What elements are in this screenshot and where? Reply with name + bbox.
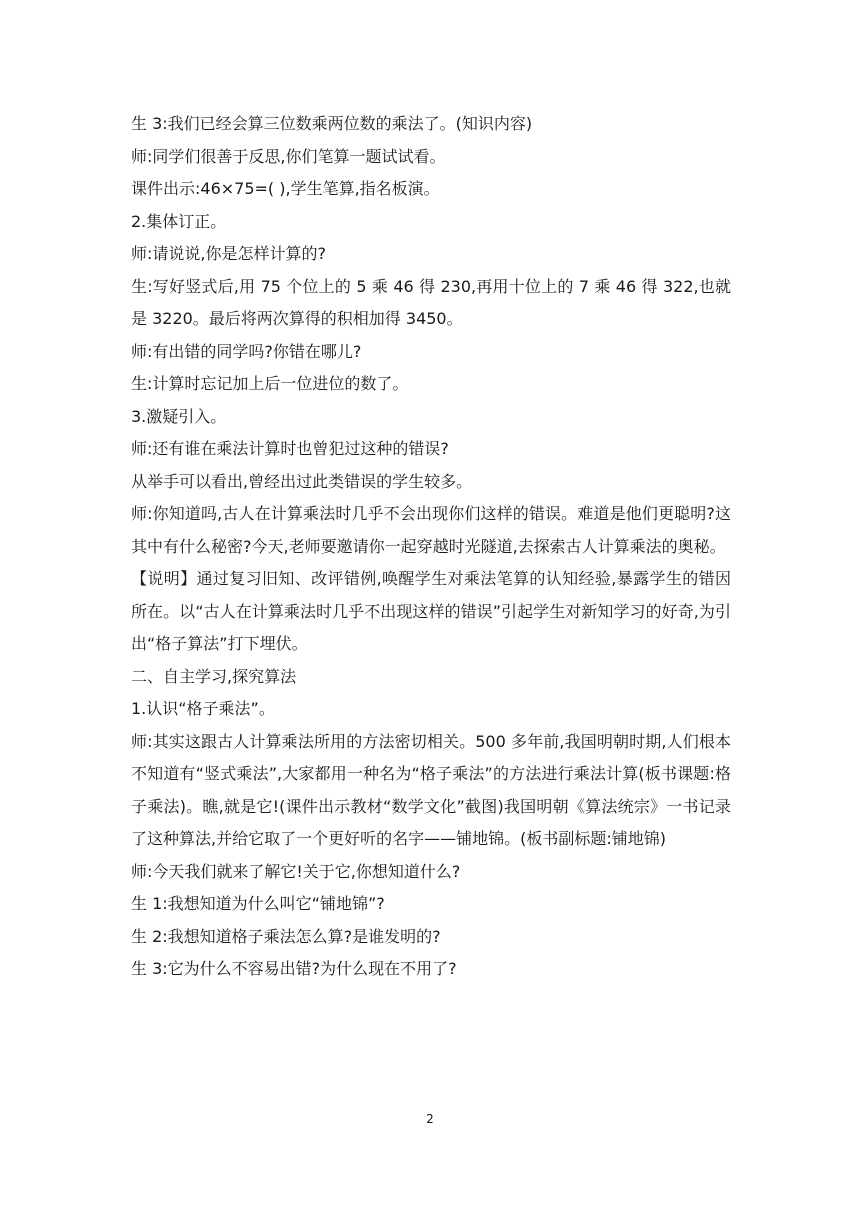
paragraph-13: 【说明】通过复习旧知、改评错例,唤醒学生对乘法笔算的认知经验,暴露学生的错因所在。以“古人在计算乘法时几乎不出现这样的错误”引起学生对新知学习的好奇,为引出“格子算法”打下埋伏。: [131, 569, 731, 653]
paragraph-17: 师:今天我们就来了解它!关于它,你想知道什么?: [131, 861, 461, 881]
paragraph-18: 生 1:我想知道为什么叫它“铺地锦”?: [131, 894, 385, 913]
paragraph-20: 生 3:它为什么不容易出错?为什么现在不用了?: [131, 959, 457, 978]
paragraph-11: 从举手可以看出,曾经出过此类错误的学生较多。: [131, 471, 473, 491]
paragraph-3: 课件出示:46×75=( ),学生笔算,指名板演。: [131, 179, 440, 198]
page-body: [131, 108, 731, 986]
paragraph-2: 师:同学们很善于反思,你们笔算一题试试看。: [131, 146, 446, 166]
paragraph-12: 师:你知道吗,古人在计算乘法时几乎不会出现你们这样的错误。难道是他们更聪明?这其中有什么秘密?今天,老师要邀请你一起穿越时光隧道,去探索古人计算乘法的奥秘。: [131, 504, 731, 556]
paragraph-7: 师:有出错的同学吗?你错在哪儿?: [131, 341, 362, 361]
paragraph-16: 师:其实这跟古人计算乘法所用的方法密切相关。500 多年前,我国明朝时期,人们根本不知道有“竖式乘法”,大家都用一种名为“格子乘法”的方法进行乘法计算(板书课题:格子乘法)。瞧,就是它!(课件出示教材“数学文化”截图)我国明朝《算法统宗》一书记录了这种算法,并给它取了一个更好听的名字——铺地锦。(板书副标题:铺地锦): [131, 731, 731, 848]
paragraph-5: 师:请说说,你是怎样计算的?: [131, 244, 326, 263]
paragraph-19: 生 2:我想知道格子乘法怎么算?是谁发明的?: [131, 926, 441, 946]
page-number: 2: [426, 1112, 434, 1126]
section-heading: 二、自主学习,探究算法: [131, 666, 297, 686]
paragraph-9: 3.激疑引入。: [131, 406, 227, 426]
paragraph-15: 1.认识“格子乘法”。: [131, 699, 275, 718]
paragraph-1: 生 3:我们已经会算三位数乘两位数的乘法了。(知识内容): [131, 114, 533, 133]
paragraph-10: 师:还有谁在乘法计算时也曾犯过这种的错误?: [131, 439, 449, 458]
paragraph-4: 2.集体订正。: [131, 211, 227, 231]
paragraph-6: 生:写好竖式后,用 75 个位上的 5 乘 46 得 230,再用十位上的 7 乘 46 得 322,也就是 3220。最后将两次算得的积相加得 3450。: [131, 276, 731, 328]
paragraph-8: 生:计算时忘记加上后一位进位的数了。: [131, 374, 409, 393]
